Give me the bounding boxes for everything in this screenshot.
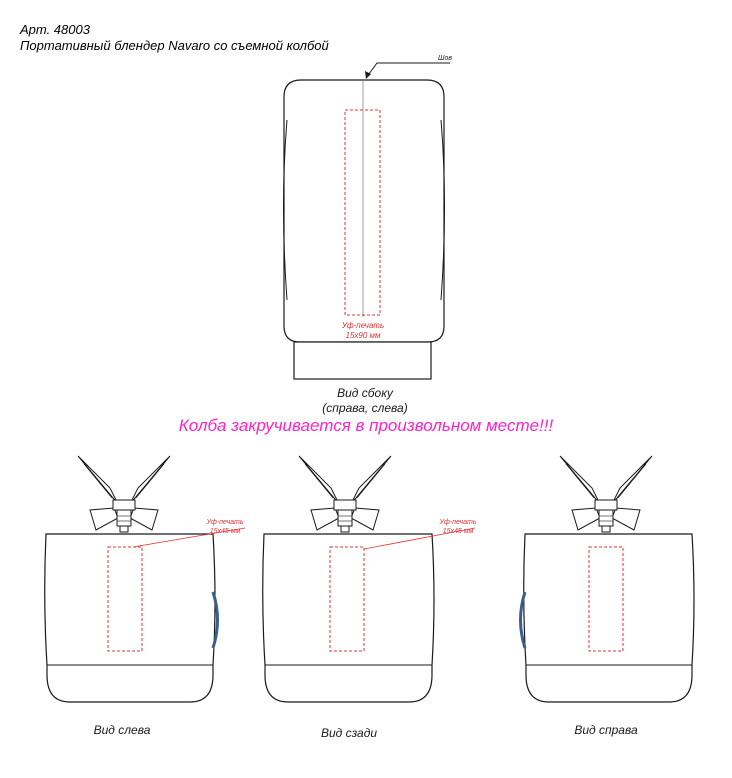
left-print-size: 15x45 мм: [209, 528, 241, 535]
side-print-label: Уф-печать: [341, 321, 385, 330]
side-view-subcaption: (справа, слева): [322, 401, 408, 415]
blade-assembly-icon: [78, 456, 170, 532]
product-title: Портативный блендер Navaro со съемной колбой: [20, 38, 329, 53]
blade-assembly-icon: [299, 456, 391, 532]
back-view: [263, 456, 477, 740]
side-view-cup-outline: [284, 80, 444, 342]
left-view-body: [45, 534, 215, 702]
back-print-size: 15x45 мм: [442, 528, 474, 535]
side-view: [284, 55, 453, 415]
left-view: [45, 456, 245, 737]
right-view: [521, 456, 695, 737]
back-print-label: Уф-печать: [439, 519, 477, 526]
article-number: Арт. 48003: [20, 22, 90, 37]
side-view-base: [294, 342, 431, 379]
back-view-body: [263, 534, 434, 702]
right-view-body: [524, 534, 694, 702]
left-view-caption: Вид слева: [93, 723, 151, 737]
rotation-notice: Колба закручивается в произвольном месте!!!: [178, 416, 554, 435]
side-print-size: 15x90 мм: [345, 331, 381, 340]
right-view-caption: Вид справа: [574, 723, 638, 737]
side-view-caption: Вид сбоку: [337, 386, 393, 400]
left-print-label: Уф-печать: [206, 519, 244, 526]
seam-leader: [366, 63, 450, 78]
seam-label: Шов: [438, 55, 452, 62]
blade-assembly-icon: [560, 456, 652, 532]
back-view-caption: Вид сзади: [320, 726, 378, 740]
